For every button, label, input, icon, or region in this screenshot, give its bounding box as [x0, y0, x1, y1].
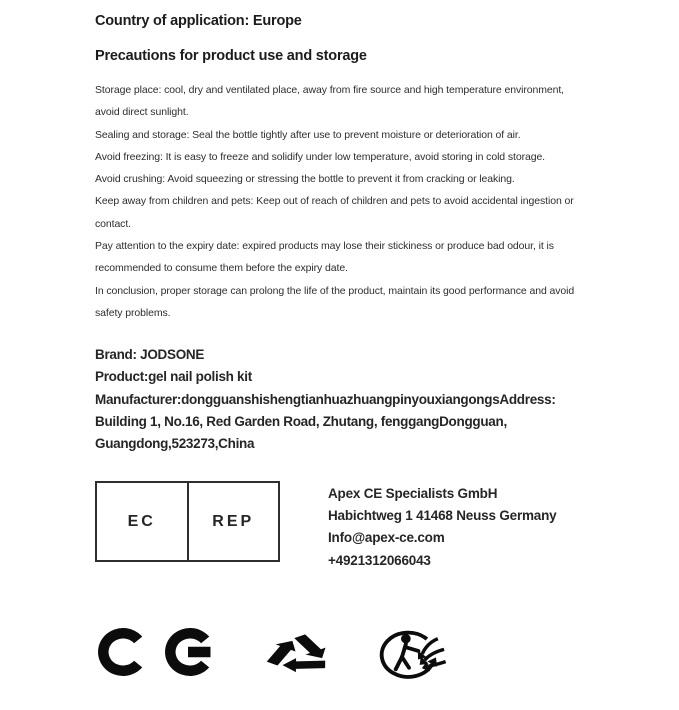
- product-line: Product:gel nail polish kit: [95, 369, 252, 385]
- precaution-line: recommended to consume them before the expiry date.: [95, 262, 348, 275]
- rep-label: REP: [212, 512, 255, 530]
- precaution-line: contact.: [95, 217, 131, 230]
- rep-cell: [189, 483, 279, 560]
- precaution-line: Pay attention to the expiry date: expired products may lose their stickiness or produce bad odour, it is: [95, 240, 554, 253]
- product-info-block: [95, 344, 556, 455]
- representative-address-line: Habichtweg 1 41468 Neuss Germany: [328, 508, 557, 524]
- manufacturer-line: Manufacturer:dongguanshishengtianhuazhuangpinyouxiangongsAddress:: [95, 391, 556, 407]
- precaution-line: Sealing and storage: Seal the bottle tightly after use to prevent moisture or deterioration of air.: [95, 128, 521, 141]
- ec-rep-box: [95, 481, 280, 562]
- precaution-line: Avoid freezing: It is easy to freeze and solidify under low temperature, avoid storing in cold storage.: [95, 150, 546, 163]
- country-of-application-heading: Country of application: Europe: [95, 13, 302, 29]
- recycling-mobius-loop-icon: [251, 623, 347, 681]
- ec-cell: [97, 483, 189, 560]
- address-line: Building 1, No.16, Red Garden Road, Zhutang, fenggangDongguan,: [95, 413, 507, 429]
- precautions-text: [95, 79, 574, 324]
- precaution-line: Avoid crushing: Avoid squeezing or stressing the bottle to prevent it from cracking or leaking.: [95, 173, 515, 186]
- brand-line: Brand: JODSONE: [95, 347, 205, 362]
- representative-phone-line: +4921312066043: [328, 552, 431, 568]
- ce-mark-icon: [98, 627, 215, 677]
- ec-label: EC: [127, 512, 156, 530]
- precaution-line: In conclusion, proper storage can prolong the life of the product, maintain its good performance and avoid: [95, 284, 575, 297]
- precaution-line: avoid direct sunlight.: [95, 106, 189, 119]
- triman-recycling-icon: [377, 628, 455, 683]
- precautions-heading: Precautions for product use and storage: [95, 48, 367, 64]
- precaution-line: Keep away from children and pets: Keep out of reach of children and pets to avoid accidental ingestion or: [95, 195, 574, 208]
- eu-representative-block: [328, 483, 556, 572]
- representative-name-line: Apex CE Specialists GmbH: [328, 486, 498, 501]
- precaution-line: Storage place: cool, dry and ventilated place, away from fire source and high temperature environment,: [95, 84, 564, 96]
- address-line: Guangdong,523273,China: [95, 436, 255, 452]
- precaution-line: safety problems.: [95, 306, 171, 319]
- representative-email-line: Info@apex-ce.com: [328, 530, 445, 546]
